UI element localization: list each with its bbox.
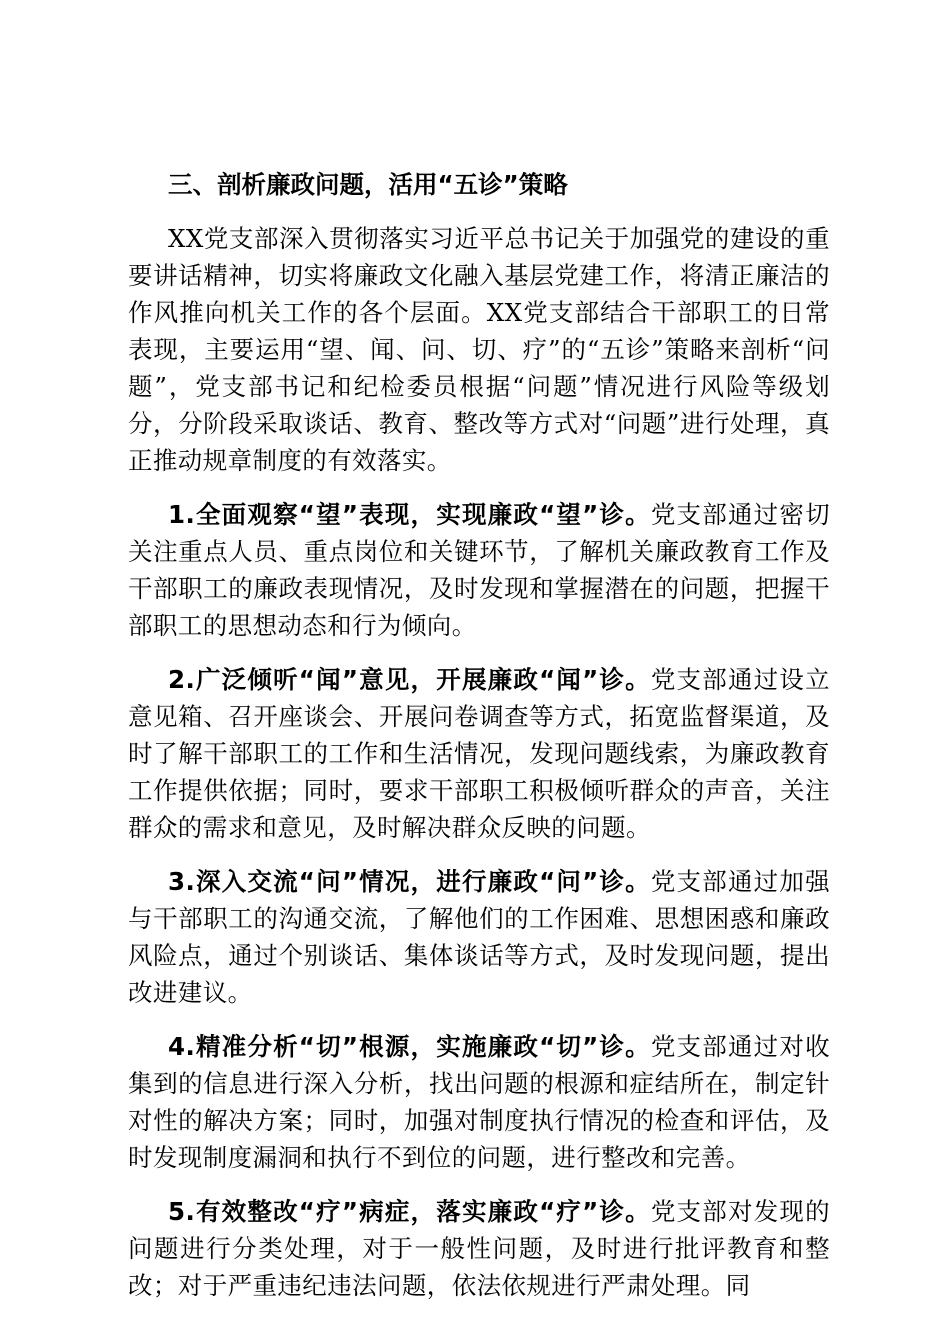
document-body (128, 166, 830, 1321)
item-lead-2: 2.广泛倾听“闻”意见，开展廉政“闻”诊。 (168, 665, 651, 694)
item-lead-1: 1.全面观察“望”表现，实现廉政“望”诊。 (168, 500, 651, 529)
item-body-1: 党支部通过密切关注重点人员、重点岗位和关键环节，了解机关廉政教育工作及干部职工的廉政表现情况，及时发现和掌握潜在的问题，把握干部职工的思想动态和行为倾向。 (128, 500, 830, 640)
item-paragraph-1 (128, 496, 830, 644)
section-heading: 三、剖析廉政问题，活用“五诊”策略 (168, 170, 568, 199)
item-body-4: 党支部通过对收集到的信息进行深入分析，找出问题的根源和症结所在，制定针对性的解决方案；同时，加强对制度执行情况的检查和评估，及时发现制度漏洞和执行不到位的问题，进行整改和完善。 (128, 1032, 830, 1172)
item-paragraph-2 (128, 661, 830, 846)
item-paragraph-3 (128, 863, 830, 1011)
item-lead-3: 3.深入交流“问”情况，进行廉政“问”诊。 (168, 867, 651, 896)
intro-paragraph: XX党支部深入贯彻落实习近平总书记关于加强党的建设的重要讲话精神，切实将廉政文化融入基层党建工作，将清正廉洁的作风推向机关工作的各个层面。XX党支部结合干部职工的日常表现，主要运用“望、闻、问、切、疗”的“五诊”策略来剖析“问题”，党支部书记和纪检委员根据“问题”情况进行风险等级划分，分阶段采取谈话、教育、整改等方式对“问题”进行处理，真正推动规章制度的有效落实。 (128, 224, 830, 475)
item-lead-4: 4.精准分析“切”根源，实施廉政“切”诊。 (168, 1032, 651, 1061)
item-body-2: 党支部通过设立意见箱、召开座谈会、开展问卷调查等方式，拓宽监督渠道，及时了解干部职工的工作和生活情况，发现问题线索，为廉政教育工作提供依据；同时，要求干部职工积极倾听群众的声音，关注群众的需求和意见，及时解决群众反映的问题。 (128, 665, 830, 842)
item-paragraph-4 (128, 1028, 830, 1176)
item-lead-5: 5.有效整改“疗”病症，落实廉政“疗”诊。 (168, 1197, 651, 1226)
item-body-3: 党支部通过加强与干部职工的沟通交流，了解他们的工作困难、思想困惑和廉政风险点，通过个别谈话、集体谈话等方式，及时发现问题，提出改进建议。 (128, 867, 830, 1007)
item-paragraph-5 (128, 1193, 830, 1304)
item-body-5: 党支部对发现的问题进行分类处理，对于一般性问题，及时进行批评教育和整改；对于严重违纪违法问题，依法依规进行严肃处理。同 (128, 1197, 830, 1300)
